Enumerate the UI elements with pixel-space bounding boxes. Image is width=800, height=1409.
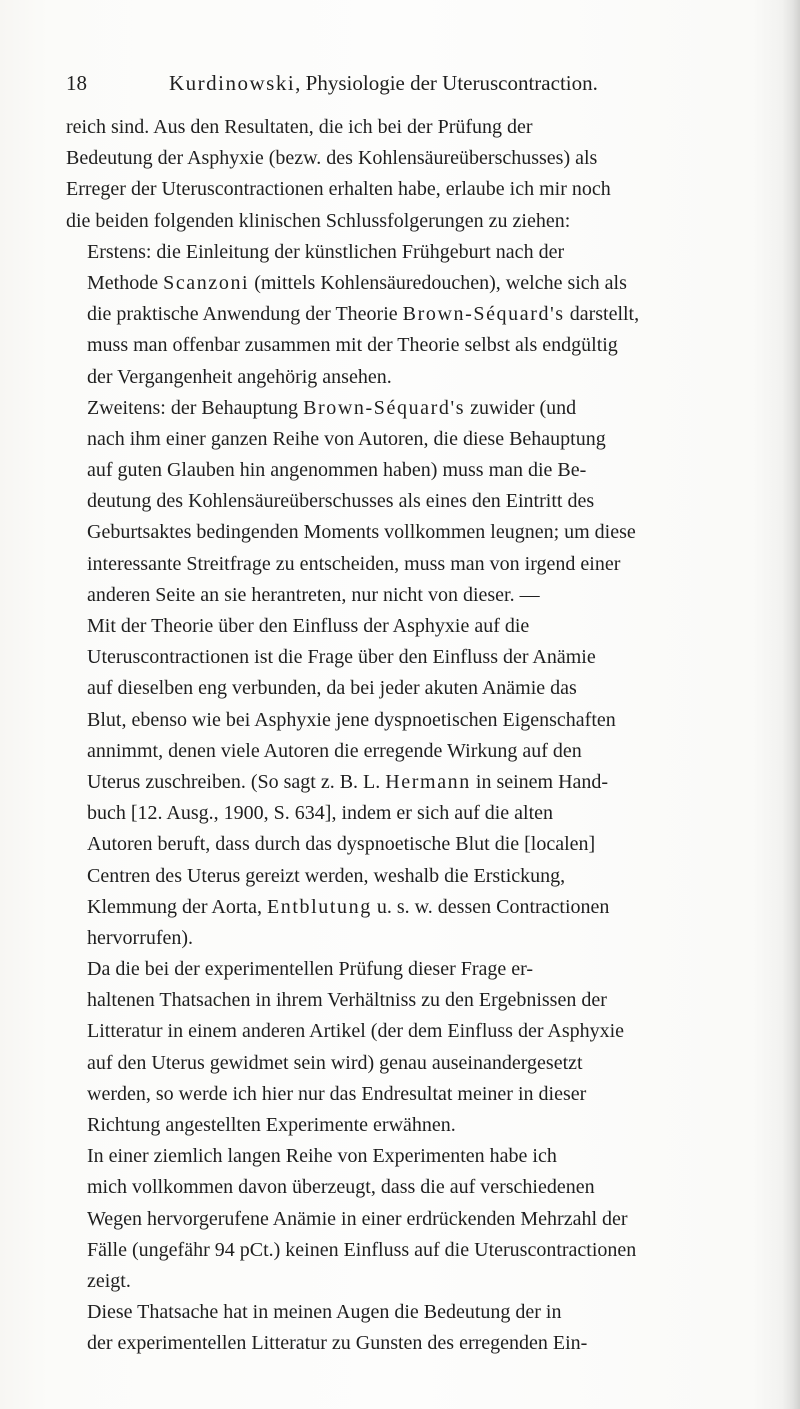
- text-line: interessante Streitfrage zu entscheiden, muss man von irgend einer: [87, 552, 621, 575]
- text-run: die praktische Anwendung der Theorie: [87, 303, 403, 326]
- text-line: Litteratur in einem anderen Artikel (der dem Einfluss der Asphyxie: [87, 1020, 625, 1043]
- spaced-word: Entblutung: [266, 895, 372, 918]
- text-run: in seinem Hand-: [470, 770, 609, 793]
- running-header: [66, 70, 766, 96]
- text-line: [66, 268, 766, 299]
- paragraph-2: [66, 237, 766, 393]
- text-line: deutung des Kohlensäureüberschusses als eines den Eintritt des: [87, 490, 595, 513]
- text-run: darstellt,: [564, 303, 640, 326]
- text-run: Methode: [87, 271, 164, 294]
- text-line: auf den Uterus gewidmet sein wird) genau auseinandergesetzt: [87, 1051, 583, 1074]
- paragraph-4: [66, 611, 766, 954]
- text-line: Autoren beruft, dass durch das dyspnoetische Blut die [localen]: [87, 833, 596, 856]
- text-line: [66, 767, 766, 798]
- text-line: mich vollkommen davon überzeugt, dass die auf verschiedenen: [87, 1176, 595, 1199]
- text-line: Uteruscontractionen ist die Frage über den Einfluss der Anämie: [87, 646, 596, 669]
- body-text: [66, 112, 766, 1360]
- spaced-name: Brown-Séquard's: [303, 396, 466, 419]
- text-line: [66, 393, 766, 424]
- text-line: Geburtsaktes bedingenden Moments vollkommen leugnen; um diese: [87, 521, 636, 544]
- text-run: Klemmung der Aorta,: [87, 895, 267, 918]
- text-line: werden, so werde ich hier nur das Endresultat meiner in dieser: [87, 1082, 587, 1105]
- text-line: Wegen hervorgerufene Anämie in einer erdrückenden Mehrzahl der: [87, 1207, 628, 1230]
- text-line: haltenen Thatsachen in ihrem Verhältniss zu den Ergebnissen der: [87, 989, 607, 1012]
- text-line: auf guten Glauben hin angenommen haben) muss man die Be-: [87, 459, 587, 482]
- text-run: Uterus zuschreiben. (So sagt z. B. L.: [87, 770, 386, 793]
- text-line: Erreger der Uteruscontractionen erhalten habe, erlaube ich mir noch: [66, 178, 611, 201]
- text-line: auf dieselben eng verbunden, da bei jeder akuten Anämie das: [87, 677, 577, 700]
- text-line: Erstens: die Einleitung der künstlichen Frühgeburt nach der: [87, 240, 565, 263]
- text-line: Centren des Uterus gereizt werden, weshalb die Erstickung,: [87, 864, 566, 887]
- text-line: die beiden folgenden klinischen Schlussfolgerungen zu ziehen:: [66, 209, 571, 232]
- paragraph-6: [66, 1141, 766, 1297]
- text-line: Richtung angestellten Experimente erwähnen.: [87, 1114, 456, 1136]
- running-title-author: Kurdinowski: [169, 71, 296, 95]
- spaced-name: Brown-Séquard's: [402, 303, 565, 326]
- text-line: [66, 892, 766, 923]
- paragraph-7: [66, 1297, 766, 1359]
- text-line: hervorrufen).: [87, 926, 194, 949]
- text-line: Mit der Theorie über den Einfluss der Asphyxie auf die: [87, 615, 530, 637]
- text-run: zuwider (und: [465, 396, 577, 419]
- text-line: Bedeutung der Asphyxie (bezw. des Kohlensäureüberschusses) als: [66, 147, 598, 170]
- text-run: Zweitens: der Behauptung: [87, 396, 304, 419]
- text-line: anderen Seite an sie herantreten, nur nicht von dieser. —: [87, 583, 540, 606]
- text-line: [66, 299, 766, 330]
- text-line: Diese Thatsache hat in meinen Augen die Bedeutung der in: [87, 1301, 562, 1324]
- text-line: buch [12. Ausg., 1900, S. 634], indem er sich auf die alten: [87, 802, 554, 825]
- text-line: der Vergangenheit angehörig ansehen.: [87, 365, 392, 388]
- text-run: u. s. w. dessen Contractionen: [371, 895, 610, 918]
- text-line: annimmt, denen viele Autoren die erregende Wirkung auf den: [87, 739, 582, 762]
- paragraph-5: [66, 954, 766, 1141]
- text-line: reich sind. Aus den Resultaten, die ich bei der Prüfung der: [66, 116, 533, 138]
- running-title: [169, 70, 598, 96]
- text-line: muss man offenbar zusammen mit der Theorie selbst als endgültig: [87, 334, 618, 357]
- spaced-name: Scanzoni: [163, 271, 250, 294]
- text-line: der experimentellen Litteratur zu Gunsten des erregenden Ein-: [87, 1332, 588, 1355]
- text-line: Fälle (ungefähr 94 pCt.) keinen Einfluss auf die Uteruscontractionen: [87, 1238, 637, 1261]
- running-title-text: , Physiologie der Uteruscontraction.: [295, 71, 598, 95]
- page-number: 18: [66, 71, 87, 95]
- text-line: Blut, ebenso wie bei Asphyxie jene dyspnoetischen Eigenschaften: [87, 708, 616, 731]
- spaced-name: Hermann: [385, 770, 471, 793]
- text-line: zeigt.: [87, 1269, 131, 1292]
- paragraph-3: [66, 393, 766, 611]
- text-run: (mittels Kohlensäuredouchen), welche sich als: [249, 271, 627, 294]
- text-line: In einer ziemlich langen Reihe von Experimenten habe ich: [87, 1145, 557, 1168]
- page-edge-shadow: [782, 0, 800, 1409]
- text-line: nach ihm einer ganzen Reihe von Autoren, die diese Behauptung: [87, 427, 606, 450]
- text-line: Da die bei der experimentellen Prüfung dieser Frage er-: [87, 958, 534, 981]
- paragraph-1: [66, 112, 766, 237]
